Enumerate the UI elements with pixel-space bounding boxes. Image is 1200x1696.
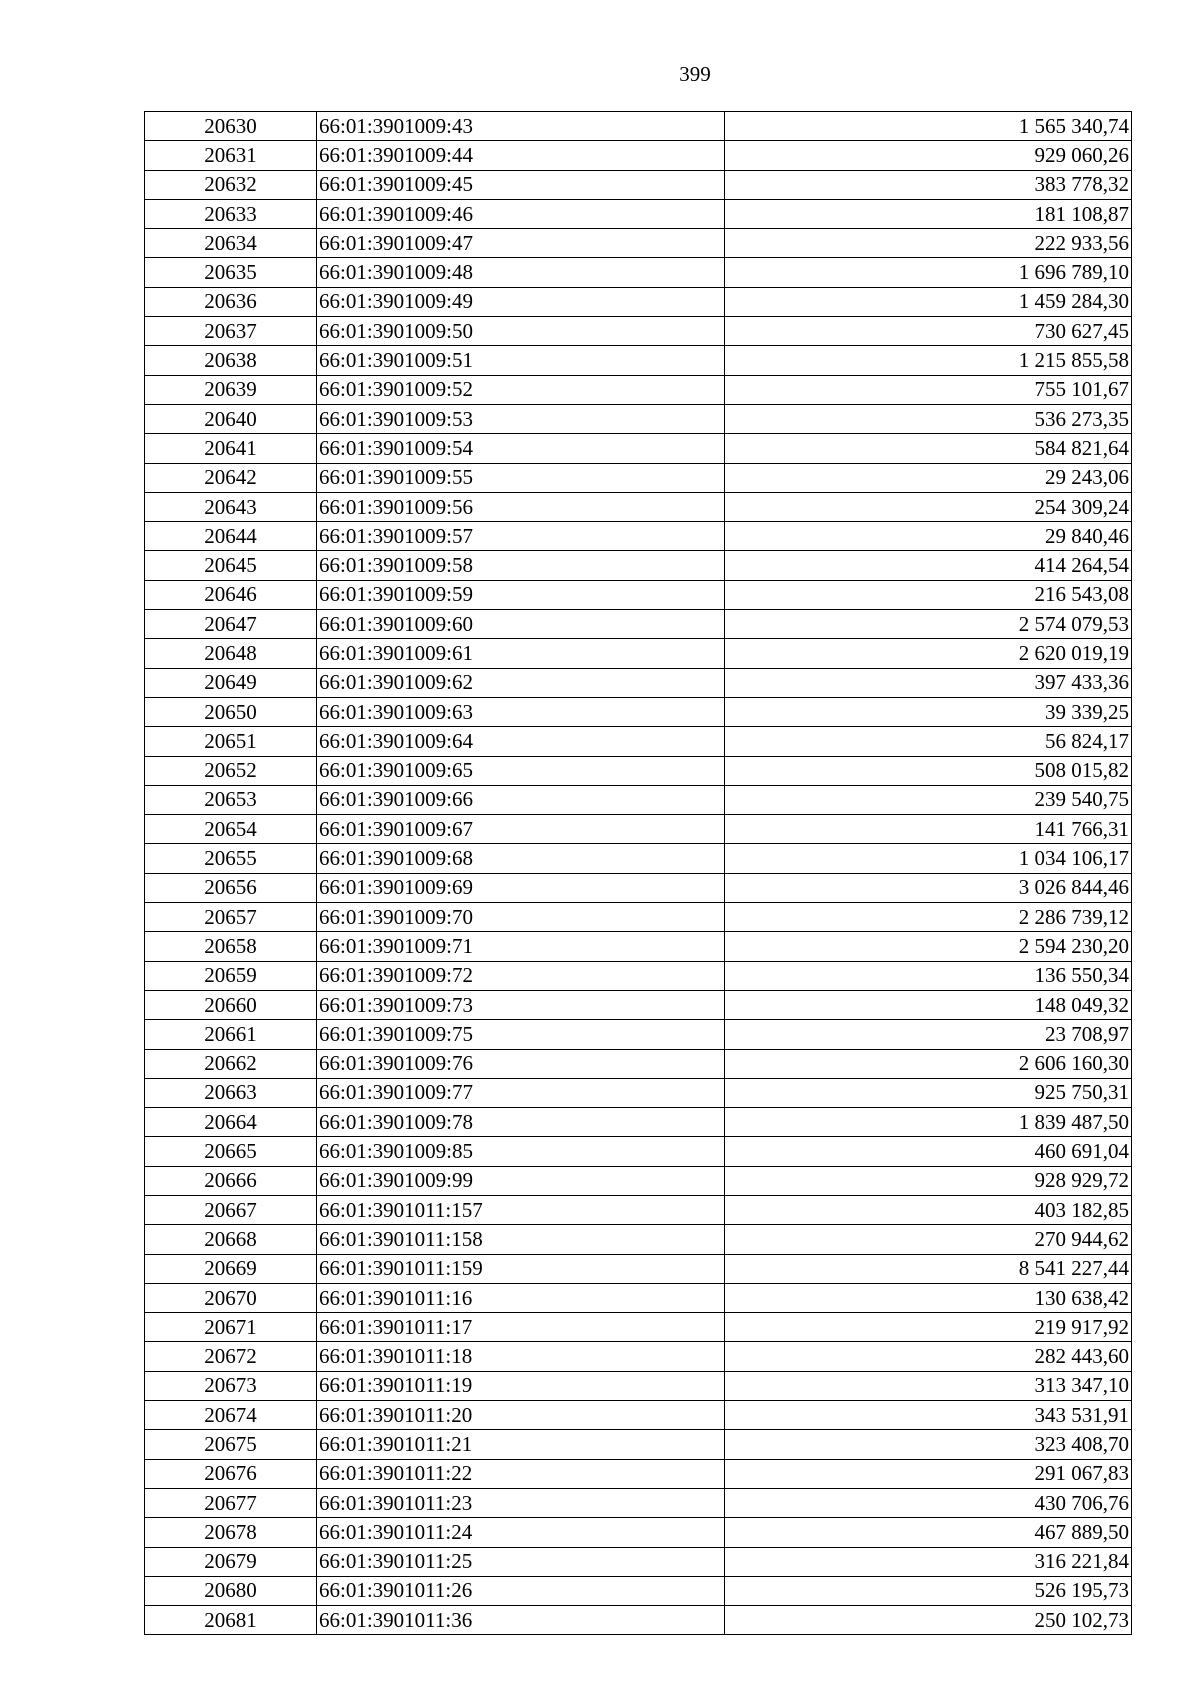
value-cell: 3 026 844,46 <box>725 873 1132 902</box>
cadastral-number-cell: 66:01:3901011:20 <box>317 1401 725 1430</box>
row-number-cell: 20665 <box>145 1137 317 1166</box>
row-number-cell: 20652 <box>145 756 317 785</box>
cadastral-number-cell: 66:01:3901011:24 <box>317 1518 725 1547</box>
cadastral-number-cell: 66:01:3901009:69 <box>317 873 725 902</box>
cadastral-number-cell: 66:01:3901009:51 <box>317 346 725 375</box>
row-number-cell: 20633 <box>145 199 317 228</box>
row-number-cell: 20671 <box>145 1313 317 1342</box>
table-row <box>145 404 1132 433</box>
table-row <box>145 522 1132 551</box>
value-cell: 29 840,46 <box>725 522 1132 551</box>
cadastral-number-cell: 66:01:3901011:26 <box>317 1576 725 1605</box>
value-cell: 2 286 739,12 <box>725 903 1132 932</box>
table-row <box>145 1488 1132 1517</box>
table-row <box>145 932 1132 961</box>
table-row <box>145 551 1132 580</box>
cadastral-number-cell: 66:01:3901009:65 <box>317 756 725 785</box>
table-row <box>145 610 1132 639</box>
row-number-cell: 20678 <box>145 1518 317 1547</box>
row-number-cell: 20632 <box>145 170 317 199</box>
value-cell: 584 821,64 <box>725 434 1132 463</box>
row-number-cell: 20672 <box>145 1342 317 1371</box>
page-number: 399 <box>679 62 711 86</box>
cadastral-number-cell: 66:01:3901009:59 <box>317 580 725 609</box>
value-cell: 2 574 079,53 <box>725 610 1132 639</box>
value-cell: 508 015,82 <box>725 756 1132 785</box>
cadastral-number-cell: 66:01:3901009:63 <box>317 697 725 726</box>
cadastral-number-cell: 66:01:3901009:45 <box>317 170 725 199</box>
table-row <box>145 815 1132 844</box>
cadastral-number-cell: 66:01:3901009:67 <box>317 815 725 844</box>
cadastral-number-cell: 66:01:3901009:47 <box>317 229 725 258</box>
cadastral-number-cell: 66:01:3901009:71 <box>317 932 725 961</box>
value-cell: 216 543,08 <box>725 580 1132 609</box>
table-row <box>145 1313 1132 1342</box>
table-row <box>145 727 1132 756</box>
value-cell: 316 221,84 <box>725 1547 1132 1576</box>
table-row <box>145 1195 1132 1224</box>
cadastral-number-cell: 66:01:3901009:73 <box>317 990 725 1019</box>
row-number-cell: 20653 <box>145 785 317 814</box>
table-row <box>145 170 1132 199</box>
row-number-cell: 20669 <box>145 1254 317 1283</box>
row-number-cell: 20662 <box>145 1049 317 1078</box>
cadastral-number-cell: 66:01:3901009:54 <box>317 434 725 463</box>
cadastral-number-cell: 66:01:3901009:46 <box>317 199 725 228</box>
table-row <box>145 1283 1132 1312</box>
value-cell: 148 049,32 <box>725 990 1132 1019</box>
table-row <box>145 1225 1132 1254</box>
row-number-cell: 20655 <box>145 844 317 873</box>
cadastral-number-cell: 66:01:3901009:50 <box>317 317 725 346</box>
value-cell: 136 550,34 <box>725 961 1132 990</box>
table-row <box>145 961 1132 990</box>
value-cell: 1 565 340,74 <box>725 112 1132 141</box>
value-cell: 2 594 230,20 <box>725 932 1132 961</box>
table-row <box>145 697 1132 726</box>
table-row <box>145 1401 1132 1430</box>
row-number-cell: 20643 <box>145 492 317 521</box>
registry-table <box>144 111 1132 1635</box>
table-row <box>145 1020 1132 1049</box>
cadastral-number-cell: 66:01:3901009:55 <box>317 463 725 492</box>
value-cell: 526 195,73 <box>725 1576 1132 1605</box>
row-number-cell: 20630 <box>145 112 317 141</box>
cadastral-number-cell: 66:01:3901011:159 <box>317 1254 725 1283</box>
value-cell: 1 034 106,17 <box>725 844 1132 873</box>
table-row <box>145 317 1132 346</box>
table-row <box>145 756 1132 785</box>
value-cell: 56 824,17 <box>725 727 1132 756</box>
row-number-cell: 20657 <box>145 903 317 932</box>
value-cell: 928 929,72 <box>725 1166 1132 1195</box>
table-row <box>145 141 1132 170</box>
table-row <box>145 1137 1132 1166</box>
table-row <box>145 287 1132 316</box>
cadastral-number-cell: 66:01:3901011:19 <box>317 1371 725 1400</box>
value-cell: 925 750,31 <box>725 1078 1132 1107</box>
row-number-cell: 20659 <box>145 961 317 990</box>
value-cell: 460 691,04 <box>725 1137 1132 1166</box>
value-cell: 1 839 487,50 <box>725 1108 1132 1137</box>
value-cell: 323 408,70 <box>725 1430 1132 1459</box>
table-row <box>145 1606 1132 1635</box>
value-cell: 383 778,32 <box>725 170 1132 199</box>
row-number-cell: 20635 <box>145 258 317 287</box>
row-number-cell: 20663 <box>145 1078 317 1107</box>
value-cell: 1 696 789,10 <box>725 258 1132 287</box>
cadastral-number-cell: 66:01:3901009:77 <box>317 1078 725 1107</box>
cadastral-number-cell: 66:01:3901011:158 <box>317 1225 725 1254</box>
cadastral-number-cell: 66:01:3901009:64 <box>317 727 725 756</box>
table-row <box>145 1547 1132 1576</box>
registry-table-body <box>145 112 1132 1635</box>
table-row <box>145 463 1132 492</box>
value-cell: 270 944,62 <box>725 1225 1132 1254</box>
value-cell: 1 459 284,30 <box>725 287 1132 316</box>
row-number-cell: 20679 <box>145 1547 317 1576</box>
row-number-cell: 20656 <box>145 873 317 902</box>
row-number-cell: 20639 <box>145 375 317 404</box>
cadastral-number-cell: 66:01:3901011:16 <box>317 1283 725 1312</box>
cadastral-number-cell: 66:01:3901009:48 <box>317 258 725 287</box>
value-cell: 181 108,87 <box>725 199 1132 228</box>
row-number-cell: 20650 <box>145 697 317 726</box>
row-number-cell: 20681 <box>145 1606 317 1635</box>
cadastral-number-cell: 66:01:3901011:25 <box>317 1547 725 1576</box>
value-cell: 755 101,67 <box>725 375 1132 404</box>
row-number-cell: 20642 <box>145 463 317 492</box>
cadastral-number-cell: 66:01:3901011:157 <box>317 1195 725 1224</box>
value-cell: 536 273,35 <box>725 404 1132 433</box>
table-row <box>145 492 1132 521</box>
cadastral-number-cell: 66:01:3901009:53 <box>317 404 725 433</box>
cadastral-number-cell: 66:01:3901009:44 <box>317 141 725 170</box>
value-cell: 239 540,75 <box>725 785 1132 814</box>
row-number-cell: 20670 <box>145 1283 317 1312</box>
row-number-cell: 20680 <box>145 1576 317 1605</box>
value-cell: 250 102,73 <box>725 1606 1132 1635</box>
cadastral-number-cell: 66:01:3901009:56 <box>317 492 725 521</box>
row-number-cell: 20636 <box>145 287 317 316</box>
cadastral-number-cell: 66:01:3901009:72 <box>317 961 725 990</box>
row-number-cell: 20675 <box>145 1430 317 1459</box>
value-cell: 141 766,31 <box>725 815 1132 844</box>
table-row <box>145 346 1132 375</box>
table-row <box>145 1342 1132 1371</box>
value-cell: 39 339,25 <box>725 697 1132 726</box>
row-number-cell: 20640 <box>145 404 317 433</box>
value-cell: 254 309,24 <box>725 492 1132 521</box>
table-row <box>145 1049 1132 1078</box>
cadastral-number-cell: 66:01:3901011:18 <box>317 1342 725 1371</box>
row-number-cell: 20646 <box>145 580 317 609</box>
row-number-cell: 20668 <box>145 1225 317 1254</box>
cadastral-number-cell: 66:01:3901009:85 <box>317 1137 725 1166</box>
cadastral-number-cell: 66:01:3901011:22 <box>317 1459 725 1488</box>
value-cell: 282 443,60 <box>725 1342 1132 1371</box>
value-cell: 467 889,50 <box>725 1518 1132 1547</box>
cadastral-number-cell: 66:01:3901009:62 <box>317 668 725 697</box>
value-cell: 219 917,92 <box>725 1313 1132 1342</box>
value-cell: 29 243,06 <box>725 463 1132 492</box>
row-number-cell: 20667 <box>145 1195 317 1224</box>
value-cell: 2 606 160,30 <box>725 1049 1132 1078</box>
table-row <box>145 903 1132 932</box>
value-cell: 291 067,83 <box>725 1459 1132 1488</box>
row-number-cell: 20641 <box>145 434 317 463</box>
cadastral-number-cell: 66:01:3901009:78 <box>317 1108 725 1137</box>
row-number-cell: 20651 <box>145 727 317 756</box>
table-row <box>145 580 1132 609</box>
table-row <box>145 1078 1132 1107</box>
table-row <box>145 434 1132 463</box>
table-row <box>145 785 1132 814</box>
cadastral-number-cell: 66:01:3901011:23 <box>317 1488 725 1517</box>
cadastral-number-cell: 66:01:3901009:99 <box>317 1166 725 1195</box>
value-cell: 397 433,36 <box>725 668 1132 697</box>
value-cell: 414 264,54 <box>725 551 1132 580</box>
cadastral-number-cell: 66:01:3901009:68 <box>317 844 725 873</box>
cadastral-number-cell: 66:01:3901009:76 <box>317 1049 725 1078</box>
cadastral-number-cell: 66:01:3901009:57 <box>317 522 725 551</box>
value-cell: 8 541 227,44 <box>725 1254 1132 1283</box>
table-row <box>145 112 1132 141</box>
cadastral-number-cell: 66:01:3901009:52 <box>317 375 725 404</box>
value-cell: 222 933,56 <box>725 229 1132 258</box>
row-number-cell: 20666 <box>145 1166 317 1195</box>
table-row <box>145 1576 1132 1605</box>
cadastral-number-cell: 66:01:3901009:66 <box>317 785 725 814</box>
value-cell: 343 531,91 <box>725 1401 1132 1430</box>
value-cell: 23 708,97 <box>725 1020 1132 1049</box>
table-row <box>145 375 1132 404</box>
value-cell: 730 627,45 <box>725 317 1132 346</box>
row-number-cell: 20658 <box>145 932 317 961</box>
value-cell: 403 182,85 <box>725 1195 1132 1224</box>
cadastral-number-cell: 66:01:3901009:75 <box>317 1020 725 1049</box>
table-row <box>145 1459 1132 1488</box>
table-row <box>145 1518 1132 1547</box>
row-number-cell: 20649 <box>145 668 317 697</box>
row-number-cell: 20638 <box>145 346 317 375</box>
table-row <box>145 199 1132 228</box>
row-number-cell: 20676 <box>145 1459 317 1488</box>
value-cell: 1 215 855,58 <box>725 346 1132 375</box>
table-row <box>145 1254 1132 1283</box>
value-cell: 2 620 019,19 <box>725 639 1132 668</box>
row-number-cell: 20637 <box>145 317 317 346</box>
row-number-cell: 20647 <box>145 610 317 639</box>
cadastral-number-cell: 66:01:3901009:43 <box>317 112 725 141</box>
cadastral-number-cell: 66:01:3901011:21 <box>317 1430 725 1459</box>
row-number-cell: 20660 <box>145 990 317 1019</box>
row-number-cell: 20677 <box>145 1488 317 1517</box>
cadastral-number-cell: 66:01:3901011:36 <box>317 1606 725 1635</box>
cadastral-number-cell: 66:01:3901009:60 <box>317 610 725 639</box>
row-number-cell: 20664 <box>145 1108 317 1137</box>
table-row <box>145 1430 1132 1459</box>
cadastral-number-cell: 66:01:3901011:17 <box>317 1313 725 1342</box>
value-cell: 430 706,76 <box>725 1488 1132 1517</box>
table-row <box>145 1371 1132 1400</box>
value-cell: 929 060,26 <box>725 141 1132 170</box>
table-row <box>145 258 1132 287</box>
table-row <box>145 844 1132 873</box>
row-number-cell: 20648 <box>145 639 317 668</box>
row-number-cell: 20645 <box>145 551 317 580</box>
cadastral-number-cell: 66:01:3901009:58 <box>317 551 725 580</box>
row-number-cell: 20661 <box>145 1020 317 1049</box>
table-row <box>145 873 1132 902</box>
table-row <box>145 639 1132 668</box>
value-cell: 313 347,10 <box>725 1371 1132 1400</box>
cadastral-number-cell: 66:01:3901009:61 <box>317 639 725 668</box>
row-number-cell: 20674 <box>145 1401 317 1430</box>
row-number-cell: 20644 <box>145 522 317 551</box>
cadastral-number-cell: 66:01:3901009:70 <box>317 903 725 932</box>
table-row <box>145 1166 1132 1195</box>
row-number-cell: 20634 <box>145 229 317 258</box>
table-row <box>145 668 1132 697</box>
row-number-cell: 20673 <box>145 1371 317 1400</box>
table-row <box>145 1108 1132 1137</box>
row-number-cell: 20654 <box>145 815 317 844</box>
row-number-cell: 20631 <box>145 141 317 170</box>
value-cell: 130 638,42 <box>725 1283 1132 1312</box>
cadastral-number-cell: 66:01:3901009:49 <box>317 287 725 316</box>
table-row <box>145 990 1132 1019</box>
table-row <box>145 229 1132 258</box>
